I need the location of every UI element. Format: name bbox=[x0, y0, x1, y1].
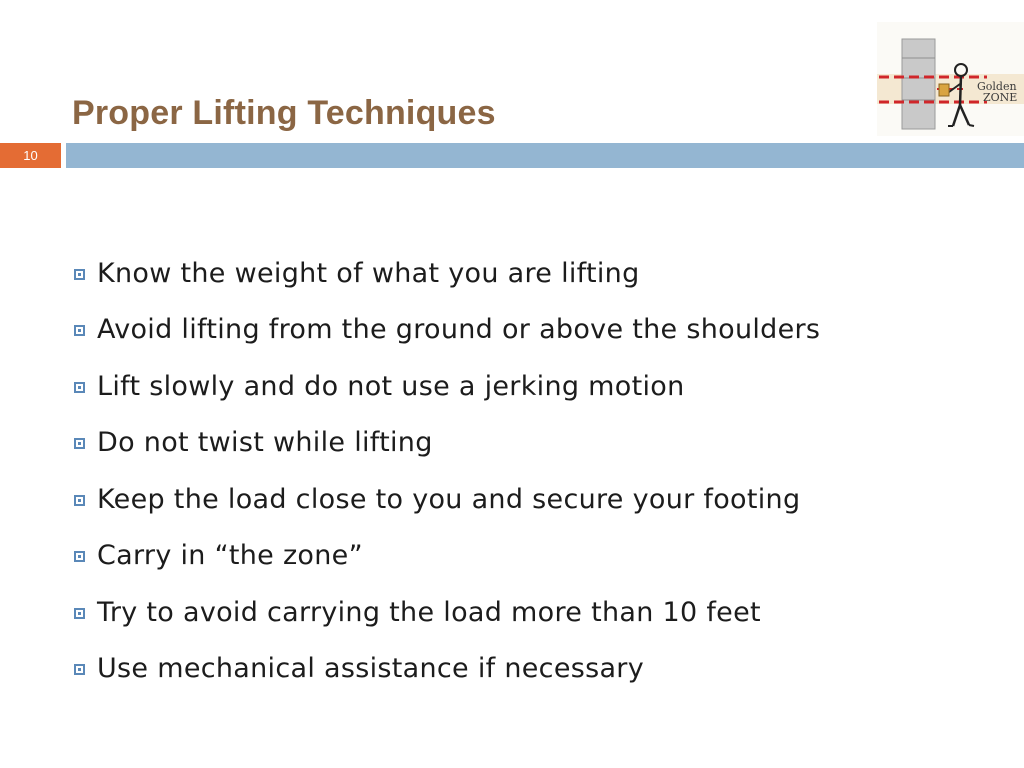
list-item bbox=[74, 245, 820, 302]
list-item bbox=[74, 641, 820, 698]
bullet-text: Lift slowly and do not use a jerking motion bbox=[97, 370, 685, 402]
title-bar bbox=[66, 143, 1024, 168]
square-bullet-icon bbox=[74, 551, 85, 562]
golden-zone-label-line2: ZONE bbox=[983, 91, 1018, 104]
list-item bbox=[74, 358, 820, 415]
golden-zone-label-line1: Golden bbox=[977, 80, 1017, 93]
list-item bbox=[74, 302, 820, 359]
square-bullet-icon bbox=[74, 269, 85, 280]
bullet-text: Do not twist while lifting bbox=[97, 427, 433, 459]
bullet-list bbox=[74, 245, 820, 697]
square-bullet-icon bbox=[74, 438, 85, 449]
square-bullet-icon bbox=[74, 664, 85, 675]
slide-title: Proper Lifting Techniques bbox=[72, 94, 496, 132]
slide-number: 10 bbox=[0, 143, 61, 168]
square-bullet-icon bbox=[74, 608, 85, 619]
bullet-text: Try to avoid carrying the load more than 10 feet bbox=[97, 596, 761, 628]
square-bullet-icon bbox=[74, 382, 85, 393]
bullet-text: Avoid lifting from the ground or above the shoulders bbox=[97, 314, 821, 346]
bullet-text: Know the weight of what you are lifting bbox=[97, 257, 640, 289]
bullet-text: Carry in “the zone” bbox=[97, 540, 363, 572]
square-bullet-icon bbox=[74, 495, 85, 506]
bullet-text: Keep the load close to you and secure your footing bbox=[97, 483, 801, 515]
list-item bbox=[74, 584, 820, 641]
golden-zone-illustration bbox=[877, 22, 1024, 136]
list-item bbox=[74, 471, 820, 528]
bullet-text: Use mechanical assistance if necessary bbox=[97, 653, 644, 685]
list-item bbox=[74, 528, 820, 585]
list-item bbox=[74, 415, 820, 472]
square-bullet-icon bbox=[74, 325, 85, 336]
